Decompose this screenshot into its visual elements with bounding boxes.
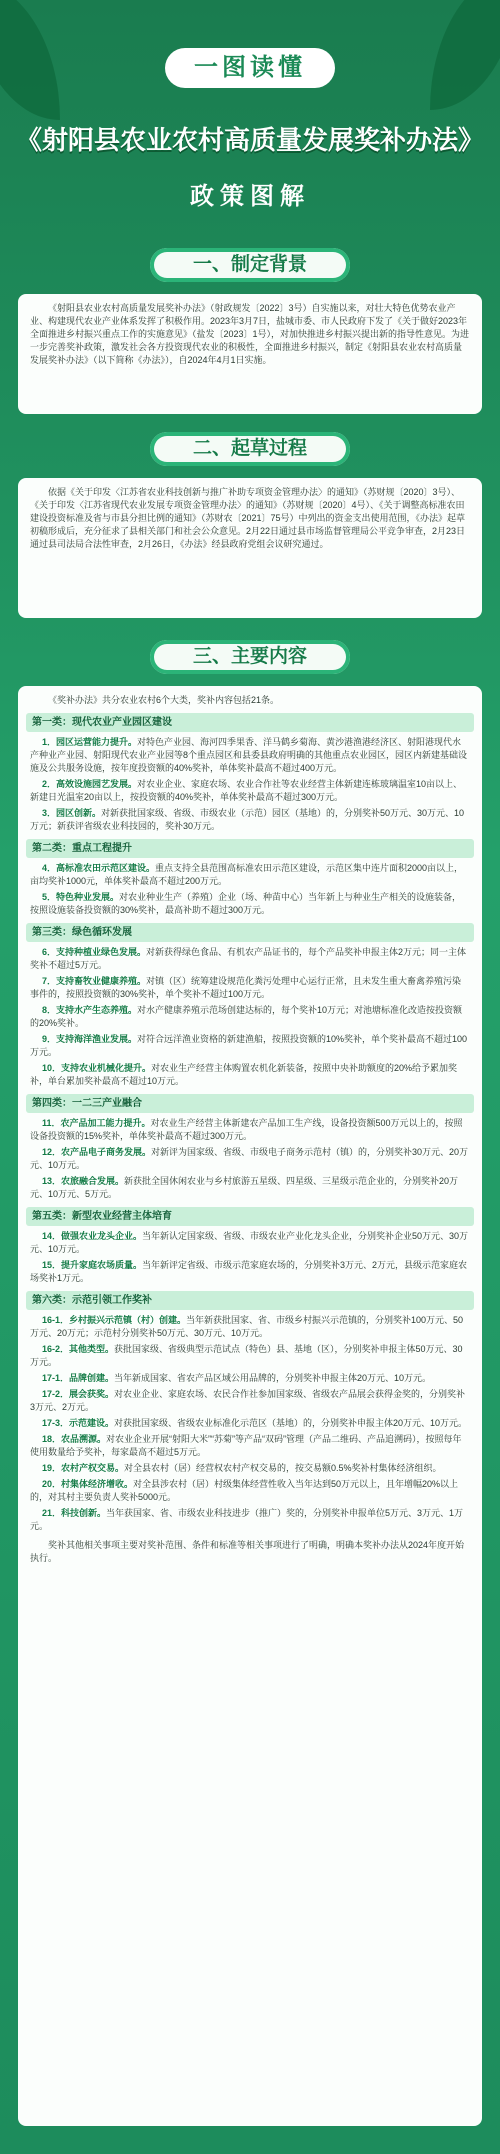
category-5-title: 第五类：新型农业经营主体培育 bbox=[26, 1207, 474, 1226]
content-card bbox=[18, 686, 482, 2126]
list-item: 4．高标准农田示范区建设。重点支持全县范围高标准农田示范区建设，示范区集中连片面积2000亩以上，亩均奖补1000元，单体奖补最高不超过200万元。 bbox=[30, 863, 464, 886]
drafting-card bbox=[18, 478, 482, 618]
list-item: 10．支持农业机械化提升。对农业生产经营主体购置农机化新装备，按照中央补助额度的20%给予累加奖补，单台累加奖补最高不超过10万元。 bbox=[30, 1063, 458, 1086]
list-item: 17-1．品牌创建。当年新成国家、省农产品区域公用品牌的，分别奖补申报主体20万元、10万元。 bbox=[42, 1373, 432, 1383]
list-item: 14．做强农业龙头企业。当年新认定国家级、省级、市级农业产业化龙头企业，分别奖补企业50万元、30万元、10万元。 bbox=[30, 1231, 469, 1254]
page-title: 《射阳县农业农村高质量发展奖补办法》 bbox=[15, 125, 484, 155]
page-subtitle: 政策图解 bbox=[190, 183, 310, 210]
category-2-title: 第二类：重点工程提升 bbox=[26, 839, 474, 858]
list-item: 13．农旅融合发展。新获批全国休闲农业与乡村旅游五星级、四星级、三星级示范企业的，分别奖补20万元、10万元、5万元。 bbox=[30, 1176, 459, 1199]
list-item: 3．园区创新。对新获批国家级、省级、市级农业（示范）园区（基地）的，分别奖补50万元、30万元、10万元；新获评省级农业科技园的，奖补30万元。 bbox=[30, 808, 465, 831]
list-item: 16-2．其他类型。获批国家级、省级典型示范试点（特色）县、基地（区），分别奖补申报主体50万元、30万元。 bbox=[30, 1344, 463, 1367]
list-item: 11．农产品加工能力提升。对农业生产经营主体新建农产品加工生产线，设备投资额500万元以上的，按照设备投资额的15%奖补，单体奖补最高不超过300万元。 bbox=[30, 1118, 463, 1141]
section-head-drafting: 二、起草过程 bbox=[150, 432, 350, 466]
footer-note: 奖补其他相关事项主要对奖补范围、条件和标准等相关事项进行了明确，明确本奖补办法从2024年度开始执行。 bbox=[30, 1540, 465, 1563]
list-item: 5．特色种业发展。对农业种业生产（养殖）企业（场、种苗中心）当年新上与种业生产相关的设施装备，按照设施装备投资额的30%奖补，最高补助不超过300万元。 bbox=[30, 892, 462, 915]
background-paragraph: 《射阳县农业农村高质量发展奖补办法》（射政规发〔2022〕3号）自实施以来，对壮大特色优势农业产业、构建现代农业产业体系发挥了积极作用。2023年3月7日，盐城市委、市人民政府下发了《关于做好2023年全面推进乡村振兴重点工作的实施意见》（盐发〔2023〕1号），对加快推进乡村振兴提出新的指导性意见。为进一步完善奖补政策，激发社会各方投资现代农业的积极性，全面推进乡村振兴，制定《射阳县农业农村高质量发展奖补办法》（以下简称《办法》），自2024年4月1日实施。 bbox=[30, 303, 470, 365]
drafting-paragraph: 依据《关于印发〈江苏省农业科技创新与推广补助专项资金管理办法〉的通知》（苏财规〔2020〕3号）、《关于印发〈江苏省现代农业发展专项资金管理办法〉的通知》（苏财规〔2020〕4号）、《关于调整高标准农田建设投资标准及省与市县分担比例的通知》（苏财农〔2021〕75号）中列出的资金支出使用范围，《办法》起草初稿形成后，充分征求了县相关部门和社会公众意见。2月22日通过县市场监督管理局公平竞争审查，2月23日通过县司法局合法性审查，2月26日，《办法》经县政府党组会议研究通过。 bbox=[30, 487, 466, 549]
category-6-title: 第六类：示范引领工作奖补 bbox=[26, 1291, 474, 1310]
list-item: 20．村集体经济增收。对全县涉农村（居）村级集体经营性收入当年达到50万元以上，且年增幅20%以上的，对其村主要负责人奖补5000元。 bbox=[30, 1479, 459, 1502]
section-head-content: 三、主要内容 bbox=[150, 640, 350, 674]
list-item: 9．支持海洋渔业发展。对符合远洋渔业资格的新建渔船，按照投资额的10%奖补，单个奖补最高不超过100万元。 bbox=[30, 1034, 468, 1057]
section-head-background: 一、制定背景 bbox=[150, 248, 350, 282]
background-card bbox=[18, 294, 482, 414]
category-4-title: 第四类：一二三产业融合 bbox=[26, 1094, 474, 1113]
content-intro: 《奖补办法》共分农业农村6个大类，奖补内容包括21条。 bbox=[48, 695, 280, 705]
list-item: 6．支持种植业绿色发展。对新获得绿色食品、有机农产品证书的，每个产品奖补申报主体2万元；同一主体奖补不超过5万元。 bbox=[30, 947, 467, 970]
category-1-title: 第一类：现代农业产业园区建设 bbox=[26, 713, 474, 732]
list-item: 16-1．乡村振兴示范镇（村）创建。当年新获批国家、省、市级乡村振兴示范镇的，分别奖补100万元、50万元、20万元；示范村分别奖补50万元、30万元、10万元。 bbox=[30, 1315, 464, 1338]
list-item: 1．园区运营能力提升。对特色产业园、海河四季果香、洋马鹤乡菊海、黄沙港渔港经济区、射阳港现代水产种业产业园、射阳现代农业产业园等8个重点园区和县委县政府明确的其他重点农业园区，园区内新建基础设施及公共服务设施，按年度投资额的40%奖补，单体奖补最高不超过400万元。 bbox=[30, 737, 468, 773]
list-item: 17-2．展会获奖。对农业企业、家庭农场、农民合作社参加国家级、省级农产品展会获得金奖的，分别奖补3万元、2万元。 bbox=[30, 1389, 466, 1412]
hero-pill: 一图读懂 bbox=[165, 48, 335, 88]
list-item: 7．支持畜牧业健康养殖。对镇（区）统筹建设规范化粪污处理中心运行正常，且未发生重大畜禽养殖污染事件的，按照投资额的30%奖补，单个奖补不超过100万元。 bbox=[30, 976, 462, 999]
list-item: 12．农产品电子商务发展。对新评为国家级、省级、市级电子商务示范村（镇）的，分别奖补30万元、20万元、10万元。 bbox=[30, 1147, 469, 1170]
list-item: 19．农村产权交易。对全县农村（居）经营权农村产权交易的，按交易额0.5%奖补村集体经济组织。 bbox=[42, 1463, 442, 1473]
category-3-title: 第三类：绿色循环发展 bbox=[26, 923, 474, 942]
list-item: 21．科技创新。当年获国家、省、市级农业科技进步（推广）奖的，分别奖补申报单位5万元、3万元、1万元。 bbox=[30, 1508, 464, 1531]
list-item: 18．农品溯源。对农业企业开展“射阳大米”“苏菊”等产品“双码”管理（产品二维码、产品追溯码），按照每年使用数量给予奖补，每家最高不超过5万元。 bbox=[30, 1434, 462, 1457]
list-item: 8．支持水产生态养殖。对水产健康养殖示范场创建达标的，每个奖补10万元；对池塘标准化改造按投资额的20%奖补。 bbox=[30, 1005, 463, 1028]
list-item: 15．提升家庭农场质量。当年新评定省级、市级示范家庭农场的，分别奖补3万元、2万元，县级示范家庭农场奖补1万元。 bbox=[30, 1260, 468, 1283]
list-item: 17-3．示范建设。对获批国家级、省级农业标准化示范区（基地）的，分别奖补申报主体20万元、10万元。 bbox=[42, 1418, 468, 1428]
list-item: 2．高效设施园艺发展。对农业企业、家庭农场、农业合作社等农业经营主体新建连栋玻璃温室10亩以上、新建日光温室20亩以上，按投资额的40%奖补，单体奖补最高不超过300万元。 bbox=[30, 779, 463, 802]
